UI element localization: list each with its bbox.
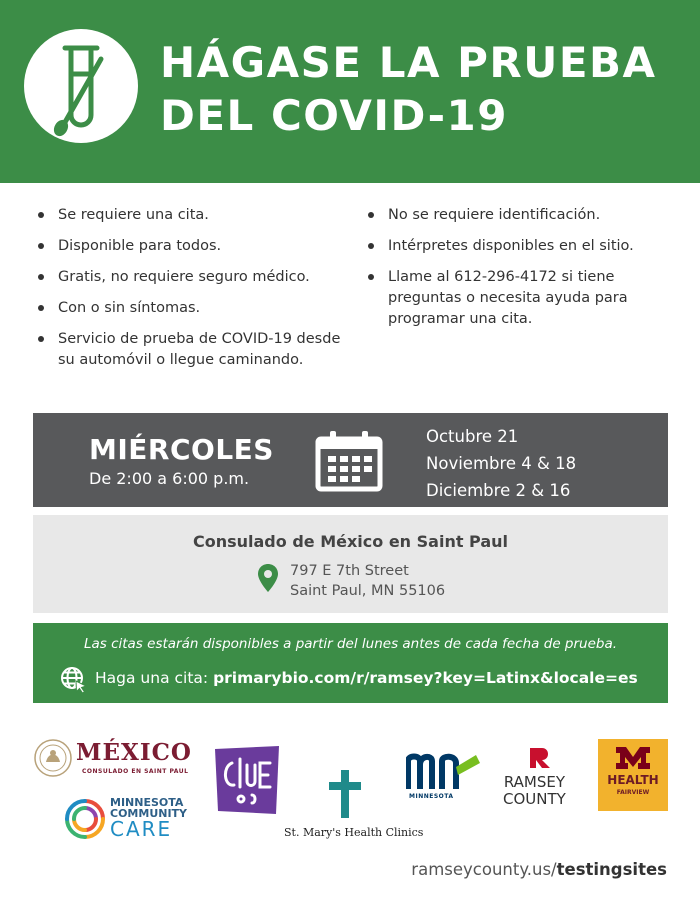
mcc-line-1: MINNESOTA <box>110 796 184 809</box>
list-item: Llame al 612-296-4172 si tiene preguntas o necesita ayuda para programar una cita. <box>366 267 666 330</box>
mcc-line-2: COMMUNITY <box>110 807 188 820</box>
ramsey-county-logo-text <box>503 774 566 808</box>
date-item: Diciembre 2 & 16 <box>426 481 571 500</box>
calendar-icon <box>315 429 383 493</box>
ramsey-line-1: RAMSEY <box>503 773 565 791</box>
list-item: Servicio de prueba de COVID-19 desde su automóvil o llegue caminando. <box>36 329 354 371</box>
date-item: Noviembre 4 & 18 <box>426 454 577 473</box>
weekday-label: MIÉRCOLES <box>89 433 274 466</box>
m-health-mark-icon <box>598 745 668 771</box>
booking-prefix: Haga una cita: <box>95 669 209 687</box>
list-item: Se requiere una cita. <box>36 205 354 226</box>
appointment-banner <box>33 623 668 703</box>
mcc-logo-text <box>110 797 187 839</box>
map-pin-icon <box>257 563 279 593</box>
globe-cursor-icon <box>60 666 88 694</box>
mcc-line-3: CARE <box>110 817 173 841</box>
mexico-seal-logo <box>33 738 73 778</box>
page-title <box>160 36 690 142</box>
ramsey-county-logo <box>528 746 552 770</box>
st-marys-cross-logo <box>329 770 361 818</box>
fairview-logo-text: FAIRVIEW <box>616 789 650 796</box>
clues-logo <box>212 745 282 815</box>
address <box>290 561 445 601</box>
location-name: Consulado de México en Saint Paul <box>192 532 509 551</box>
address-city: Saint Paul, MN 55106 <box>290 583 446 599</box>
minnesota-logo-text: MINNESOTA <box>409 793 454 800</box>
title-line-1: HÁGASE LA PRUEBA <box>160 38 657 87</box>
date-item: Octubre 21 <box>426 427 519 446</box>
requirements-list-right <box>366 205 666 340</box>
health-logo-text: HEALTH <box>607 773 659 787</box>
st-marys-logo-text: St. Mary's Health Clinics <box>284 826 424 839</box>
list-item: Con o sin síntomas. <box>36 298 354 319</box>
list-item: Disponible para todos. <box>36 236 354 257</box>
requirements-list-left <box>36 205 354 381</box>
time-range: De 2:00 a 6:00 p.m. <box>89 469 250 488</box>
minnesota-community-care-logo <box>63 797 107 841</box>
address-street: 797 E 7th Street <box>290 563 409 579</box>
title-line-2: DEL COVID-19 <box>160 91 508 140</box>
footer-url-plain: ramseycounty.us/ <box>411 860 557 879</box>
header-banner <box>0 0 700 183</box>
mexico-logo-text: MÉXICO <box>76 739 192 766</box>
test-tube-swab-icon <box>24 29 138 143</box>
date-list <box>426 423 576 504</box>
minnesota-state-logo <box>406 753 482 791</box>
booking-line <box>95 669 638 687</box>
availability-note: Las citas estarán disponibles a partir del lunes antes de cada fecha de prueba. <box>83 636 618 652</box>
footer-url-bold: testingsites <box>556 860 667 879</box>
list-item: Gratis, no requiere seguro médico. <box>36 267 354 288</box>
m-health-fairview-logo <box>598 739 668 811</box>
footer-link[interactable] <box>411 860 667 879</box>
mexico-consulate-subtitle: CONSULADO EN SAINT PAUL <box>82 768 189 775</box>
list-item: Intérpretes disponibles en el sitio. <box>366 236 666 257</box>
list-item: No se requiere identificación. <box>366 205 666 226</box>
ramsey-line-2: COUNTY <box>503 790 566 808</box>
schedule-banner <box>33 413 668 507</box>
location-box <box>33 515 668 613</box>
booking-link[interactable]: primarybio.com/r/ramsey?key=Latinx&locale=es <box>213 669 638 687</box>
